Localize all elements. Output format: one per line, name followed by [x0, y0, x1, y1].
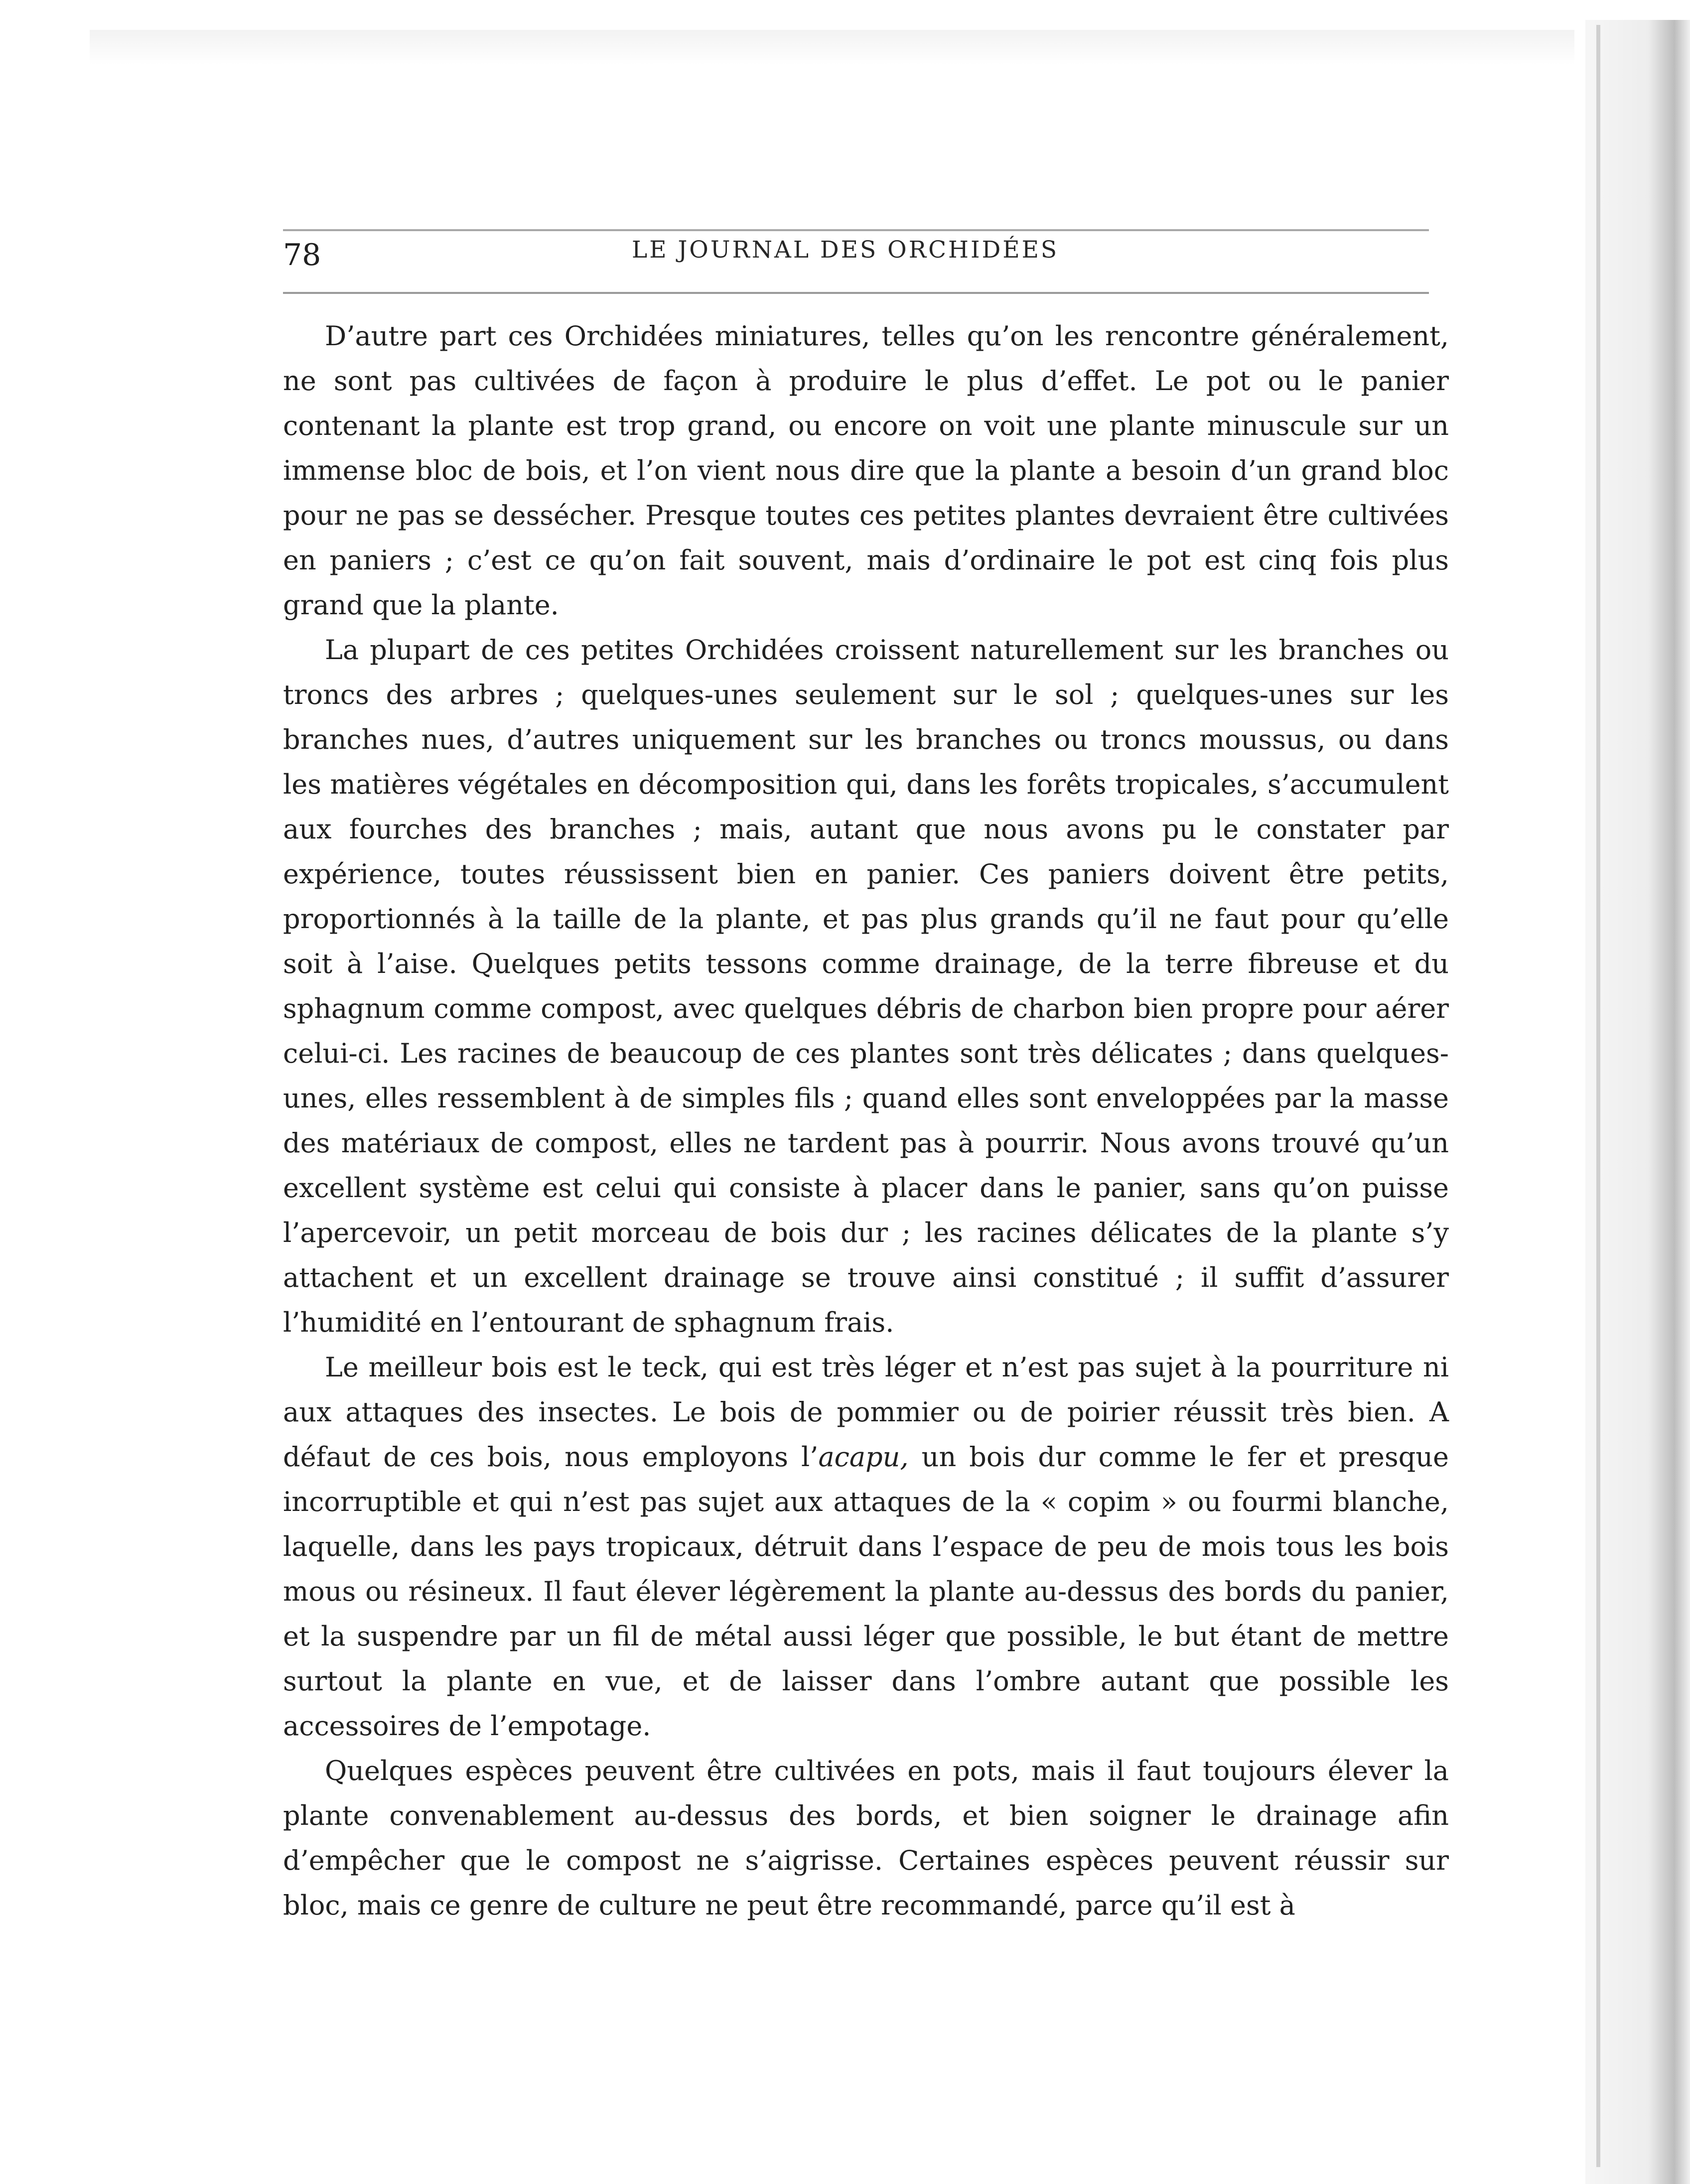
running-title: LE JOURNAL DES ORCHIDÉES — [632, 236, 1059, 264]
paragraph-3 — [283, 1345, 1449, 1749]
scan-top-shadow — [90, 30, 1574, 65]
paragraph-3-text-before: Le meilleur bois est le teck, qui est très léger et n’est pas sujet à la pourriture ni aux attaques des insectes. Le bois de pommier ou de poirier réussit très bien. A défaut de ces bois, nous employons l’ — [283, 1352, 1449, 1473]
paragraph-4: Quelques espèces peuvent être cultivées en pots, mais il faut toujours élever la plante convenablement au-dessus des bords, et bien soigner le drainage afin d’empêcher que le compost ne s’aigrisse. Certaines espèces peuvent réussir sur bloc, mais ce genre de culture ne peut être recommandé, parce qu’il est à — [283, 1755, 1449, 1921]
page-number: 78 — [283, 238, 321, 273]
body-text — [283, 314, 1449, 1928]
page-header — [283, 209, 1429, 299]
header-top-rule — [283, 229, 1429, 231]
italic-term-acapu: acapu, — [818, 1441, 909, 1473]
page-edge-line — [1596, 25, 1600, 2167]
scan-right-edge — [1585, 20, 1690, 2184]
paragraph-3-text-after: un bois dur comme le fer et presque incorruptible et qui n’est pas sujet aux attaques de la « copim » ou fourmi blanche, laquelle, dans les pays tropicaux, détruit dans l’espace de peu de mois tous les bois mous ou résineux. Il faut élever légèrement la plante au-dessus des bords du panier, et la suspendre par un fil de métal aussi léger que possible, le but étant de mettre surtout la plante en vue, et de laisser dans l’ombre autant que possible les accessoires de l’empotage. — [283, 1441, 1449, 1742]
paragraph-2: La plupart de ces petites Orchidées croissent naturellement sur les branches ou troncs des arbres ; quelques-unes seulement sur le sol ; quelques-unes sur les branches nues, d’autres uniquement sur les branches ou troncs moussus, ou dans les matières végétales en décomposition qui, dans les forêts tropicales, s’accumulent aux fourches des branches ; mais, autant que nous avons pu le constater par expérience, toutes réussissent bien en panier. Ces paniers doivent être petits, proportionnés à la taille de la plante, et pas plus grands qu’il ne faut pour qu’elle soit à l’aise. Quelques petits tessons comme drainage, de la terre fibreuse et du sphagnum comme compost, avec quelques débris de charbon bien propre pour aérer celui-ci. Les racines de beaucoup de ces plantes sont très délicates ; dans quelques-unes, elles ressemblent à de simples fils ; quand elles sont enveloppées par la masse des matériaux de compost, elles ne tardent pas à pourrir. Nous avons trouvé qu’un excellent système est celui qui consiste à placer dans le panier, sans qu’on puisse l’apercevoir, un petit morceau de bois dur ; les racines délicates de la plante s’y attachent et un excellent drainage se trouve ainsi constitué ; il suffit d’assurer l’humidité en l’entourant de sphagnum frais. — [283, 634, 1449, 1338]
paragraph-1: D’autre part ces Orchidées miniatures, telles qu’on les rencontre généralement, ne sont pas cultivées de façon à produire le plus d’effet. Le pot ou le panier contenant la plante est trop grand, ou encore on voit une plante minuscule sur un immense bloc de bois, et l’on vient nous dire que la plante a besoin d’un grand bloc pour ne pas se dessécher. Presque toutes ces petites plantes devraient être cultivées en paniers ; c’est ce qu’on fait souvent, mais d’ordinaire le pot est cinq fois plus grand que la plante. — [283, 320, 1449, 621]
header-bottom-rule — [283, 292, 1429, 294]
